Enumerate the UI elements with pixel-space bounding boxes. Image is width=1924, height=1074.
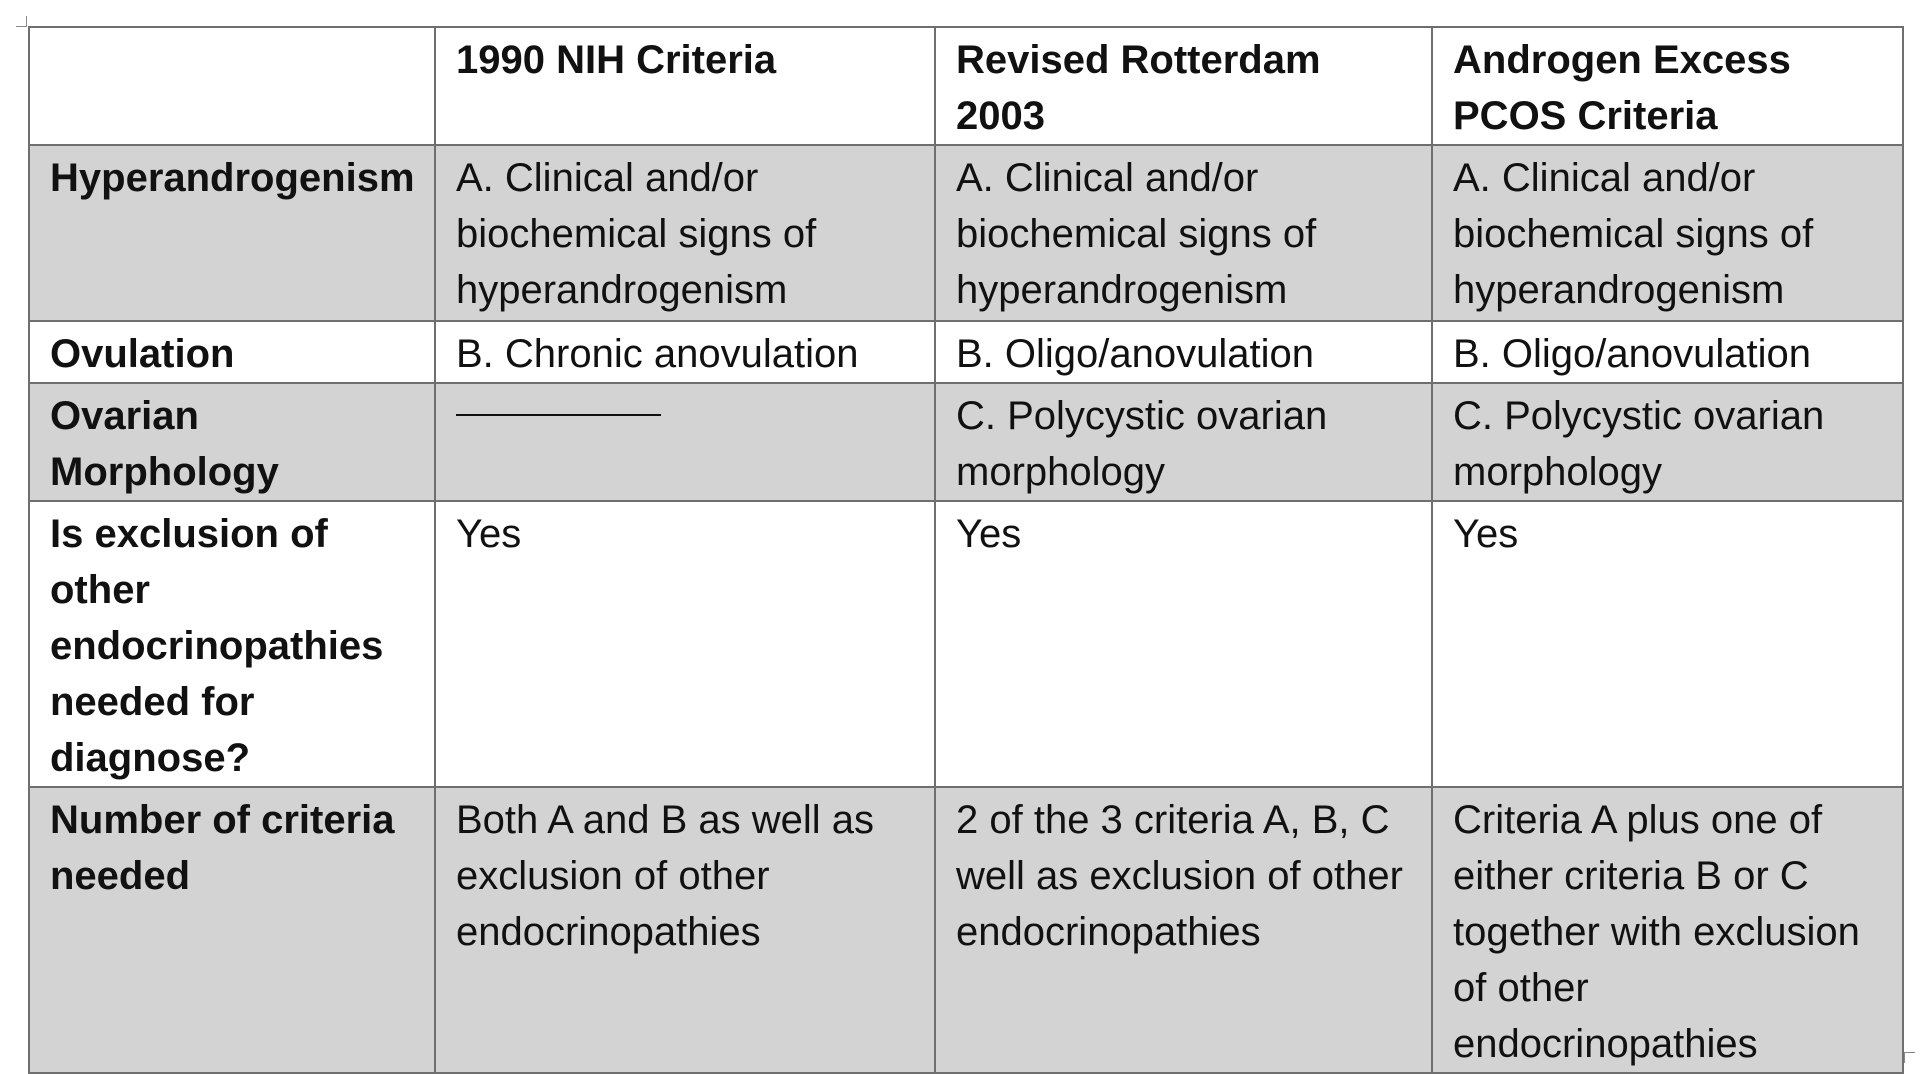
row-label-exclusion: Is exclusion of other endocrinopathies needed for diagnose? [29, 501, 435, 787]
table-row-ovarian-morphology [29, 383, 1903, 501]
table-row-ovulation [29, 321, 1903, 383]
cell-hyperandrogenism-ae-pcos: A. Clinical and/or biochemical signs of hyperandrogenism [1432, 145, 1903, 321]
cell-number-of-criteria-ae-pcos: Criteria A plus one of either criteria B or C together with exclusion of other endocrinopathies [1432, 787, 1903, 1073]
cell-number-of-criteria-nih: Both A and B as well as exclusion of other endocrinopathies [435, 787, 935, 1073]
cell-hyperandrogenism-nih: A. Clinical and/or biochemical signs of hyperandrogenism [435, 145, 935, 321]
header-corner-cell [29, 27, 435, 145]
crop-mark-top-left [16, 16, 27, 27]
cell-ovulation-ae-pcos: B. Oligo/anovulation [1432, 321, 1903, 383]
cell-ovulation-nih: B. Chronic anovulation [435, 321, 935, 383]
blank-line [456, 388, 661, 416]
table-row-hyperandrogenism [29, 145, 1903, 321]
cell-exclusion-ae-pcos: Yes [1432, 501, 1903, 787]
cell-exclusion-rotterdam: Yes [935, 501, 1432, 787]
table-row-number-of-criteria [29, 787, 1903, 1073]
row-label-hyperandrogenism: Hyperandrogenism [29, 145, 435, 321]
cell-ovulation-rotterdam: B. Oligo/anovulation [935, 321, 1432, 383]
cell-number-of-criteria-rotterdam: 2 of the 3 criteria A, B, C well as exclusion of other endocrinopathies [935, 787, 1432, 1073]
cell-hyperandrogenism-rotterdam: A. Clinical and/or biochemical signs of hyperandrogenism [935, 145, 1432, 321]
header-nih-1990: 1990 NIH Criteria [435, 27, 935, 145]
row-label-number-of-criteria: Number of criteria needed [29, 787, 435, 1073]
cell-ovarian-morphology-rotterdam: C. Polycystic ovarian morphology [935, 383, 1432, 501]
row-label-ovarian-morphology: Ovarian Morphology [29, 383, 435, 501]
header-rotterdam-2003: Revised Rotterdam 2003 [935, 27, 1432, 145]
cell-ovarian-morphology-ae-pcos: C. Polycystic ovarian morphology [1432, 383, 1903, 501]
cell-ovarian-morphology-nih [435, 383, 935, 501]
row-label-ovulation: Ovulation [29, 321, 435, 383]
header-androgen-excess: Androgen Excess PCOS Criteria [1432, 27, 1903, 145]
cell-exclusion-nih: Yes [435, 501, 935, 787]
table-header-row [29, 27, 1903, 145]
crop-mark-bottom-right [1904, 1052, 1915, 1063]
table-row-exclusion [29, 501, 1903, 787]
pcos-criteria-table [28, 26, 1904, 1074]
